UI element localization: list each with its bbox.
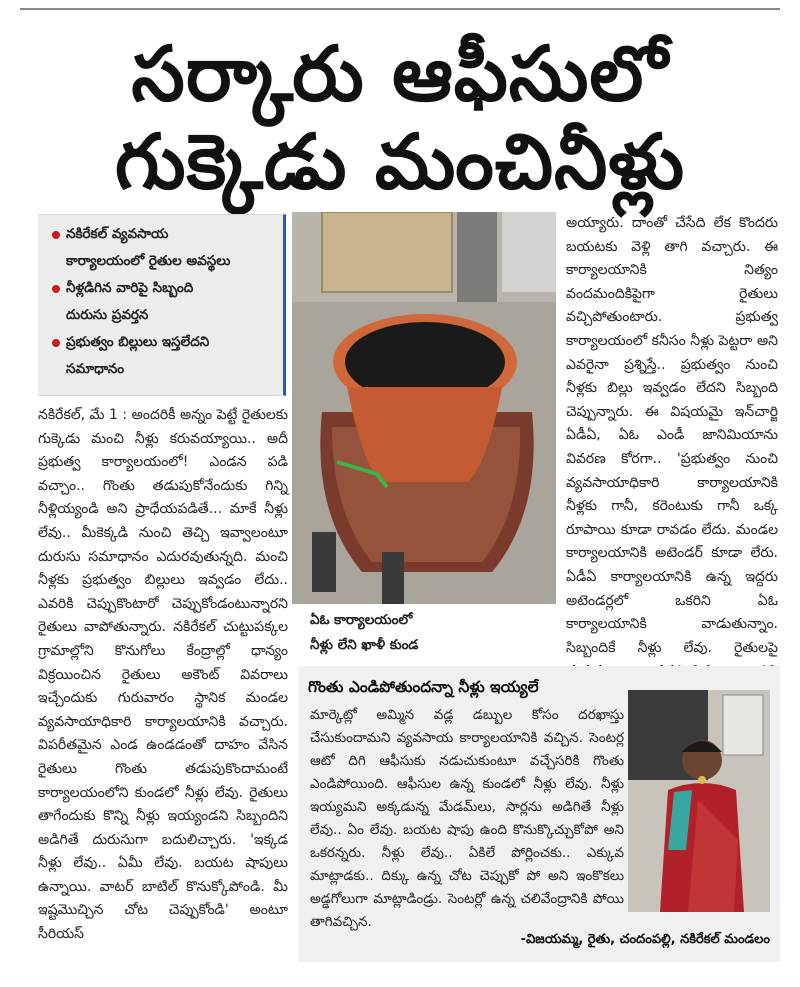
pot-illustration	[292, 212, 556, 604]
headline-line-2: గుక్కెడు మంచినీళ్లు	[114, 117, 686, 207]
quote-credit: -విజయమ్మ, రైతు, చందంపల్లి, నకిరేకల్ మండలం	[520, 932, 770, 947]
photo-caption-line: నీళ్లు లేని ఖాళీ కుండ	[310, 637, 419, 653]
highlight-item	[52, 275, 275, 329]
farmer-illustration	[628, 690, 770, 912]
empty-pot-photo	[292, 212, 556, 604]
quote-title: గొంతు ఎండిపోతుందన్నా నీళ్లు ఇయ్యలే	[308, 678, 539, 696]
farmer-quote-box	[298, 666, 780, 962]
article-left-column: నకిరేకల్, మే 1 : అందరికీ అన్నం పెట్టే రైతులకు గుక్కెడు మంచి నీళ్లు కరువయ్యాయి.. అదీ ప్రభుత్వ కార్యాలయంలో! ఎండన పడి వచ్చాం.. గొంతు తడుపుకోనేందుకు గిన్ని నీళ్లియ్యండి అని ప్రాధేయపడితే... మాకే నీళ్లు లేవు.. మీకెక్కడి నుంచి తెచ్చి ఇవ్వాలంటూ దురుసు సమాధానం ఎదురవుతున్నది. మంచి నీళ్లకు ప్రభుత్వం బిల్లులు ఇవ్వడం లేదు.. ఎవరికి చెప్పుకొంటారో చెప్పుకోండంటున్నారని రైతులు వాపోతున్నారు. నకిరేకల్ చుట్టుపక్కల గ్రామాల్లోని కొనుగోలు కేంద్రాల్లో ధాన్యం విక్రయించిన రైతులు అకౌంట్ వివరాలు ఇచ్చేందుకు గురువారం స్థానిక మండల వ్యవసాయాధికారి కార్యాలయానికి వచ్చారు. విపరీతమైన ఎండ ఉండడంతో దాహం వేసిన రైతులు గొంతు తడుపుకొందామంటే కార్యాలయంలోని కుండలో నీళ్లు లేవు. రైతులు తాగేందుకు కొన్ని నీళ్లు ఇయ్యండని సిబ్బందిని అడిగితే దురుసుగా బదులిచ్చారు. 'ఇక్కడ నీళ్లు లేవు.. ఏమీ లేవు. బయట షాపులు ఉన్నాయి. వాటర్ బాటిల్ కొనుక్కోపోండి. మీ ఇష్టమొచ్చిన చోట చెప్పుకోండి' అంటూ సీరియస్	[38, 407, 288, 943]
farmer-photo	[628, 690, 770, 912]
highlight-item	[52, 329, 275, 383]
bullet-dot-icon	[52, 285, 60, 293]
quote-body: మార్కెట్లో అమ్మిన వడ్ల డబ్బుల కోసం దరఖాస్తు చేసుకుందామని వ్యవసాయ కార్యాలయానికి వచ్చిన. సెంటర్ల ఆటో దిగి ఆఫీసుకు నడుచుకుంటూ వచ్చేసరికి గొంతు ఎండిపోయింది. ఆఫీసుల ఉన్న కుండలో నీళ్లు లేవు. నీళ్లు ఇయ్యమని అక్కడున్న మేడమ్‌లు, సార్లను అడిగితే నీళ్లు లేవు.. ఏం లేవు. బయట షాపు ఉంది కొనుక్కొచ్చుకోపో అని ఒకరన్నరు. నీళ్లు లేవు.. ఏకిలే పోర్లించకు.. ఎక్కువ మాట్లాడకు.. దిక్కు ఉన్న చోట చెప్పుకో పో అని ఇంకొకలు అడ్డగోలుగా మాట్లాడిండ్రు. సెంటర్లో ఉన్న చలివేంద్రానికి పోయి తాగివచ్చిన.	[310, 707, 624, 930]
photo-caption-line: ఏఓ కార్యాలయంలో	[310, 612, 413, 628]
top-rule	[20, 8, 780, 10]
article-right-column: అయ్యారు. దాంతో చేసేది లేక కొందరు బయటకు వెళ్లి తాగి వచ్చారు. ఈ కార్యాలయానికి నిత్యం వందమందికిపైగా రైతులు వచ్చిపోతుంటారు. ప్రభుత్వ కార్యాలయంలో కనీసం నీళ్లు పెట్టరా అని ఎవరైనా ప్రశ్నిస్తే.. ప్రభుత్వం నుంచి నీళ్లకు బిల్లు ఇవ్వడం లేదని సిబ్బంది చెప్పున్నారు. ఈ విషయమై ఇన్‌చార్జి ఏడీఏ, ఏఓ ఎండీ జానిమియాను వివరణ కోరగా.. 'ప్రభుత్వం నుంచి వ్యవసాయాధికారి కార్యాలయానికి నీళ్లకు గానీ, కరెంటుకు గానీ ఒక్క రూపాయి కూడా రావడం లేదు. మండల కార్యాలయానికి అటెండర్ కూడా లేరు. ఏడీఏ కార్యాలయానికి ఉన్న ఇద్దరు అటెండర్లలో ఒకరిని ఏఓ కార్యాలయానికి వాడుతున్నాం. సిబ్బందికే నీళ్లు లేవు. రైతులపై	[566, 215, 778, 656]
highlight-line: కార్యాలయంలో రైతుల అవస్థలు	[66, 253, 231, 269]
highlight-line: నకిరేకల్ వ్యవసాయ	[66, 226, 169, 242]
highlights-panel	[38, 214, 286, 396]
bullet-dot-icon	[52, 231, 60, 239]
bullet-dot-icon	[52, 339, 60, 347]
highlight-line: సమాధానం	[66, 361, 125, 377]
photo-caption	[310, 608, 550, 658]
highlight-line: నీళ్లడిగిన వారిపై సిబ్బంది	[66, 280, 194, 296]
highlight-line: దురుసు ప్రవర్తన	[66, 307, 149, 323]
highlight-item	[52, 221, 275, 275]
highlight-line: ప్రభుత్వం బిల్లులు ఇస్తలేదని	[66, 334, 210, 350]
headline-line-1: సర్కారు ఆఫీసులో	[131, 29, 669, 118]
